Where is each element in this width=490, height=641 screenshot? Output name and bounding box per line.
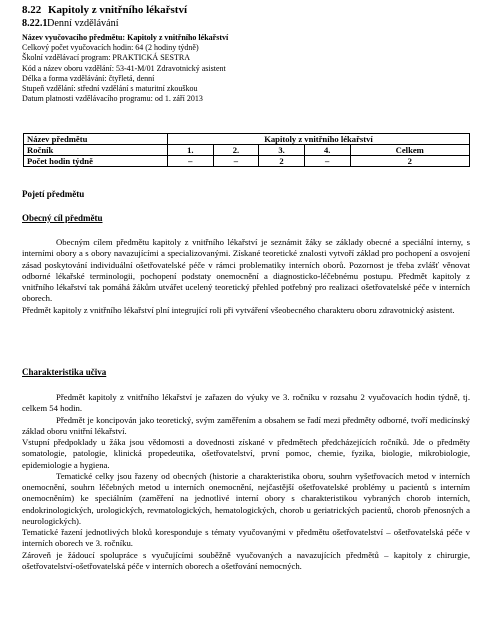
- meta-line: Datum platnosti vzdělávacího programu: od 1. září 2013: [22, 94, 203, 104]
- subsection-title: Denní vzdělávání: [47, 18, 119, 29]
- charakteristika-text: [22, 392, 470, 572]
- meta-line: Školní vzdělávací program: PRAKTICKÁ SESTRA: [22, 53, 190, 63]
- paragraph: Předmět je koncipován jako teoretický, svým zaměřením a obsahem se řadí mezi předměty odborné, tvoří medicínský základ oboru vnitřní lékařství.: [22, 414, 470, 436]
- table-cell: 2: [259, 156, 305, 167]
- table-cell: 2: [350, 156, 470, 167]
- meta-line: Délka a forma vzdělávání: čtyřletá, denní: [22, 73, 155, 83]
- hours-table: [23, 133, 470, 167]
- subject-metadata: [22, 33, 402, 104]
- subsection-number: 8.22.1: [22, 18, 48, 29]
- table-cell: 1.: [168, 145, 214, 156]
- paragraph: Vstupní předpoklady u žáka jsou vědomosti a dovednosti získané v předmětech předcházejících ročníků. Jde o předměty somatologie, patologie, klinická propedeutika, ošetřovatelství, první pomoc, chemie, fyzika, biologie, mikrobiologie, epidemiologie a hygiena.: [22, 437, 470, 470]
- table-cell: 2.: [213, 145, 259, 156]
- paragraph: Tematické celky jsou řazeny od obecných (historie a charakteristika oboru, souhrn vyšetřovacích metod v interních onemocnění, souhrn léčebných metod u interních onemocnění, nejčastější ošetřovatelské problémy u pacientů s interním onemocněním) ke speciálním (zaměření na jednotlivé interní obory s charakteristikou vybraných chorob interních, endokrinologických, urologických, revmatologických, hematologických, chorob u geriatrických pacientů, chorob přenosných a neurologických).: [22, 470, 470, 526]
- table-cell: –: [304, 156, 350, 167]
- meta-line: Kód a název oboru vzdělání: 53-41-M/01 Zdravotnický asistent: [22, 63, 226, 73]
- table-row: [24, 145, 470, 156]
- section-heading: [22, 4, 187, 16]
- table-header-label: Název předmětu: [24, 134, 168, 145]
- table-cell: 4.: [304, 145, 350, 156]
- table-row-label: Ročník: [24, 145, 168, 156]
- paragraph: Předmět kapitoly z vnitřního lékařství plní integrující roli při vytváření všeobecného charakteru oboru zdravotnický asistent.: [22, 304, 455, 315]
- meta-line: Název vyučovacího předmětu: Kapitoly z vnitřního lékařství: [22, 33, 229, 42]
- cil-text: [22, 237, 470, 316]
- subsection-heading: [22, 18, 119, 29]
- table-cell: Celkem: [350, 145, 470, 156]
- table-row: [24, 134, 470, 145]
- table-cell: –: [213, 156, 259, 167]
- paragraph: Zároveň je žádoucí spolupráce s vyučujícími souběžně vyučovaných a navazujících předmětů – kapitoly z chirurgie, ošetřovatelství-ošetřovatelská péče v interních oborech a ošetřování nemocných.: [22, 549, 470, 571]
- paragraph: Obecným cílem předmětu kapitoly z vnitřního lékařství je seznámit žáky se základy obecné a speciální interny, s interními obory a s obory navazujícími a specializovanými. Získané teoretické znalosti vytvoří základ pro pochopení a osvojení zásad poskytování individuální ošetřovatelské péče v rámci problematiky interních oborů. Pozornost je třeba zvlášť věnovat odborné lékařské terminologii, pochopení podstaty onemocnění a diagnosticko-léčebnému postupu. Předmět kapitoly z vnitřního lékařství tak pomáhá žákům utvářet ucelený teoretický přehled potřebný pro realizaci ošetřovatelské péče v interních oborech.: [22, 237, 470, 304]
- section-title: Kapitoly z vnitřního lékařství: [48, 4, 188, 16]
- paragraph: Předmět kapitoly z vnitřního lékařství je zařazen do výuky ve 3. ročníku v rozsahu 2 vyučovacích hodin týdně, tj. celkem 54 hodin.: [22, 392, 470, 414]
- meta-line: Stupeň vzdělání: střední vzdělání s maturitní zkouškou: [22, 84, 198, 94]
- table-cell: –: [168, 156, 214, 167]
- table-header-value: Kapitoly z vnitřního lékařství: [168, 134, 470, 145]
- section-number: 8.22: [22, 4, 42, 16]
- table-cell: 3.: [259, 145, 305, 156]
- section-title-pojeti: Pojetí předmětu: [22, 189, 85, 199]
- meta-line: Celkový počet vyučovacích hodin: 64 (2 hodiny týdně): [22, 43, 199, 53]
- paragraph: Tematické řazení jednotlivých bloků koresponduje s tématy vyučovanými v předmětu ošetřovatelství – ošetřovatelská péče v interních oborech ve 3. ročníku.: [22, 527, 470, 549]
- section-title-charakteristika: Charakteristika učiva: [22, 367, 107, 377]
- table-row-label: Počet hodin týdně: [24, 156, 168, 167]
- table-row: [24, 156, 470, 167]
- section-title-cil: Obecný cíl předmětu: [22, 213, 103, 223]
